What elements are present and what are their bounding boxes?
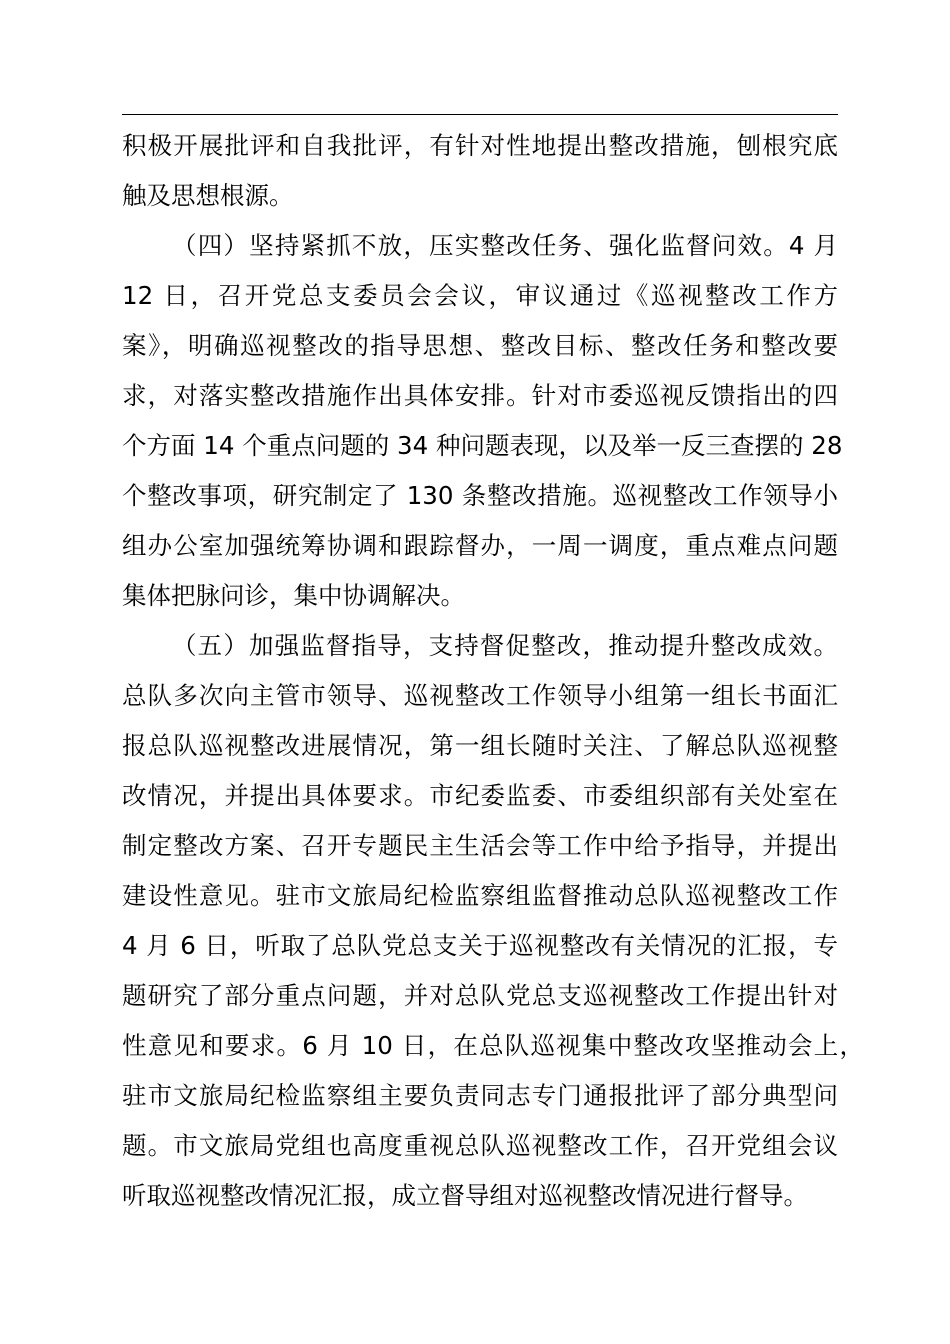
section-four-heading-line: （四）坚持紧抓不放，压实整改任务、强化监督问效。4 月	[172, 231, 838, 260]
text-line: 总队多次向主管市领导、巡视整改工作领导小组第一组长书面汇	[122, 681, 838, 710]
text-line: 改情况，并提出具体要求。市纪委监委、市委组织部有关处室在	[122, 781, 838, 810]
text-line: 集体把脉问诊，集中协调解决。	[122, 581, 465, 610]
text-line: 4 月 6 日，听取了总队党总支关于巡视整改有关情况的汇报，专	[122, 931, 838, 960]
text-line: 12 日，召开党总支委员会会议，审议通过《巡视整改工作方	[122, 281, 838, 310]
text-line: 案》，明确巡视整改的指导思想、整改目标、整改任务和整改要	[122, 331, 838, 360]
text-line: 制定整改方案、召开专题民主生活会等工作中给予指导，并提出	[122, 831, 838, 860]
text-line: 个方面 14 个重点问题的 34 种问题表现，以及举一反三查摆的 28	[122, 431, 843, 460]
text-line: 听取巡视整改情况汇报，成立督导组对巡视整改情况进行督导。	[122, 1181, 808, 1210]
text-line: 触及思想根源。	[122, 181, 294, 210]
text-line: 性意见和要求。6 月 10 日，在总队巡视集中整改攻坚推动会上，	[122, 1031, 864, 1060]
text-line: 报总队巡视整改进展情况，第一组长随时关注、了解总队巡视整	[122, 731, 838, 760]
text-line: 求，对落实整改措施作出具体安排。针对市委巡视反馈指出的四	[122, 381, 838, 410]
body-text	[122, 121, 864, 1221]
section-five-heading-line: （五）加强监督指导，支持督促整改，推动提升整改成效。	[172, 631, 838, 660]
text-line: 题。市文旅局党组也高度重视总队巡视整改工作，召开党组会议	[122, 1131, 838, 1160]
text-line: 驻市文旅局纪检监察组主要负责同志专门通报批评了部分典型问	[122, 1081, 838, 1110]
text-line: 建设性意见。驻市文旅局纪检监察组监督推动总队巡视整改工作	[122, 881, 838, 910]
text-line: 个整改事项，研究制定了 130 条整改措施。巡视整改工作领导小	[122, 481, 838, 510]
text-line: 题研究了部分重点问题，并对总队党总支巡视整改工作提出针对	[122, 981, 838, 1010]
text-line: 积极开展批评和自我批评，有针对性地提出整改措施，刨根究底	[122, 131, 838, 160]
text-line: 组办公室加强统筹协调和跟踪督办，一周一调度，重点难点问题	[122, 531, 838, 560]
header-rule	[122, 114, 838, 115]
